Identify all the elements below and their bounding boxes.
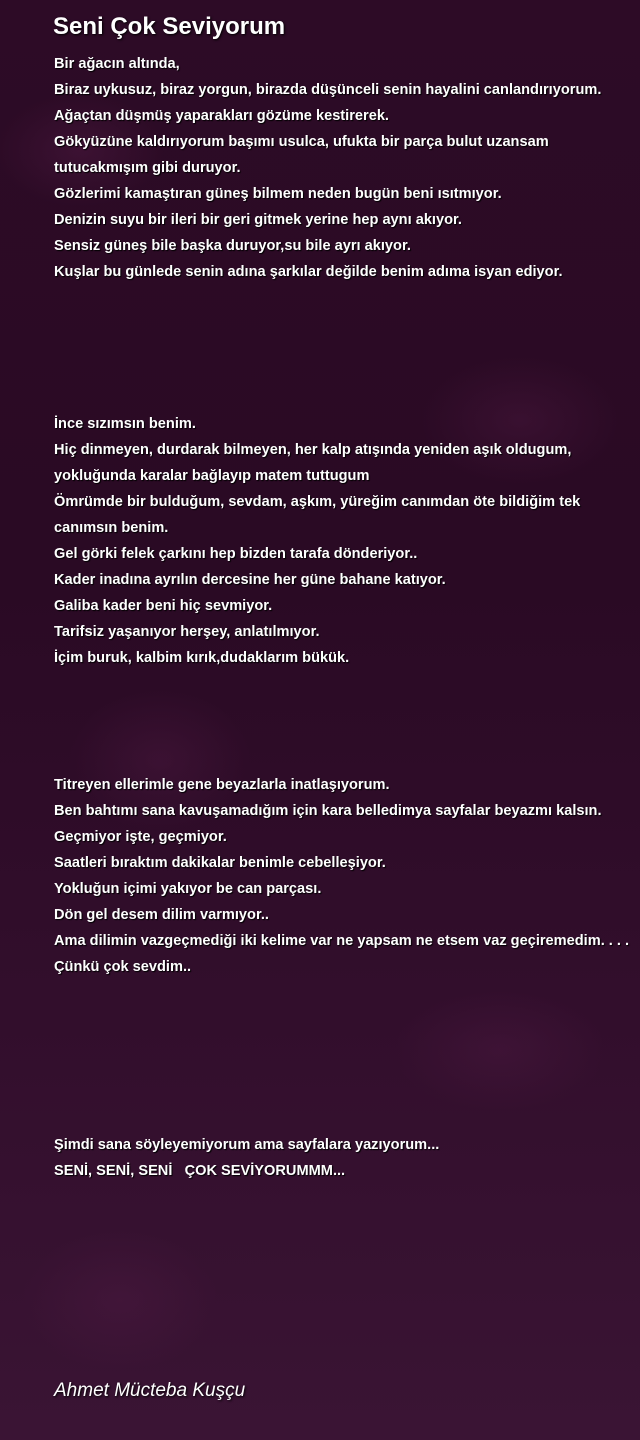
poem-line: Kader inadına ayrılın dercesine her güne bahane katıyor. xyxy=(54,572,446,588)
poem-line: Gel görki felek çarkını hep bizden tarafa dönderiyor.. xyxy=(54,546,418,562)
poem-line: Dön gel desem dilim varmıyor.. xyxy=(54,907,269,923)
poem-line: Denizin suyu bir ileri bir geri gitmek yerine hep aynı akıyor. xyxy=(54,212,462,228)
poem-line: Ama dilimin vazgeçmediği iki kelime var ne yapsam ne etsem vaz geçiremedim. . . . xyxy=(54,933,630,949)
poem-line: Ben bahtımı sana kavuşamadığım için kara belledimya sayfalar beyazmı kalsın. xyxy=(54,803,602,819)
poem-line: Biraz uykusuz, biraz yorgun, birazda düşünceli senin hayalini canlandırıyorum. xyxy=(54,82,602,98)
poem-line: Bir ağacın altında, xyxy=(54,56,180,72)
poem-line: Gökyüzüne kaldırıyorum başımı usulca, ufukta bir parça bulut uzansam tutucakmışım gibi duruyor. xyxy=(54,134,549,176)
poem-title: Seni Çok Seviyorum xyxy=(53,13,286,40)
poem-line: Ağaçtan düşmüş yaparakları gözüme kestirerek. xyxy=(54,108,389,124)
poem-line: Şimdi sana söyleyemiyorum ama sayfalara yazıyorum... xyxy=(54,1137,440,1153)
stanza-4 xyxy=(54,1132,640,1184)
stanza-1 xyxy=(54,51,640,285)
poem-line: Çünkü çok sevdim.. xyxy=(54,959,192,975)
poem-line: Saatleri bıraktım dakikalar benimle cebelleşiyor. xyxy=(54,855,386,871)
poem-line: Hiç dinmeyen, durdarak bilmeyen, her kalp atışında yeniden aşık oldugum, yokluğunda karalar bağlayıp matem tuttugum xyxy=(54,442,572,484)
poem-line: Titreyen ellerimle gene beyazlarla inatlaşıyorum. xyxy=(54,777,390,793)
stanza-3 xyxy=(54,772,640,980)
poem-line: SENİ, SENİ, SENİ ÇOK SEVİYORUMMM... xyxy=(54,1163,346,1179)
poem-line: Ömrümde bir bulduğum, sevdam, aşkım, yüreğim canımdan öte bildiğim tek canımsın benim. xyxy=(54,494,581,536)
poem-line: Kuşlar bu günlede senin adına şarkılar değilde benim adıma isyan ediyor. xyxy=(54,264,563,280)
poem-line: Galiba kader beni hiç sevmiyor. xyxy=(54,598,273,614)
poem-line: Sensiz güneş bile başka duruyor,su bile ayrı akıyor. xyxy=(54,238,411,254)
poem-line: Tarifsiz yaşanıyor herşey, anlatılmıyor. xyxy=(54,624,320,640)
poem-line: Yokluğun içimi yakıyor be can parçası. xyxy=(54,881,322,897)
poem-line: İçim buruk, kalbim kırık,dudaklarım bükük. xyxy=(54,650,350,666)
stanza-2 xyxy=(54,411,640,671)
poem-line: Gözlerimi kamaştıran güneş bilmem neden bugün beni ısıtmıyor. xyxy=(54,186,502,202)
poem-line: Geçmiyor işte, geçmiyor. xyxy=(54,829,227,845)
poem-line: İnce sızımsın benim. xyxy=(54,416,196,432)
poem-author: Ahmet Mücteba Kuşçu xyxy=(54,1380,246,1401)
